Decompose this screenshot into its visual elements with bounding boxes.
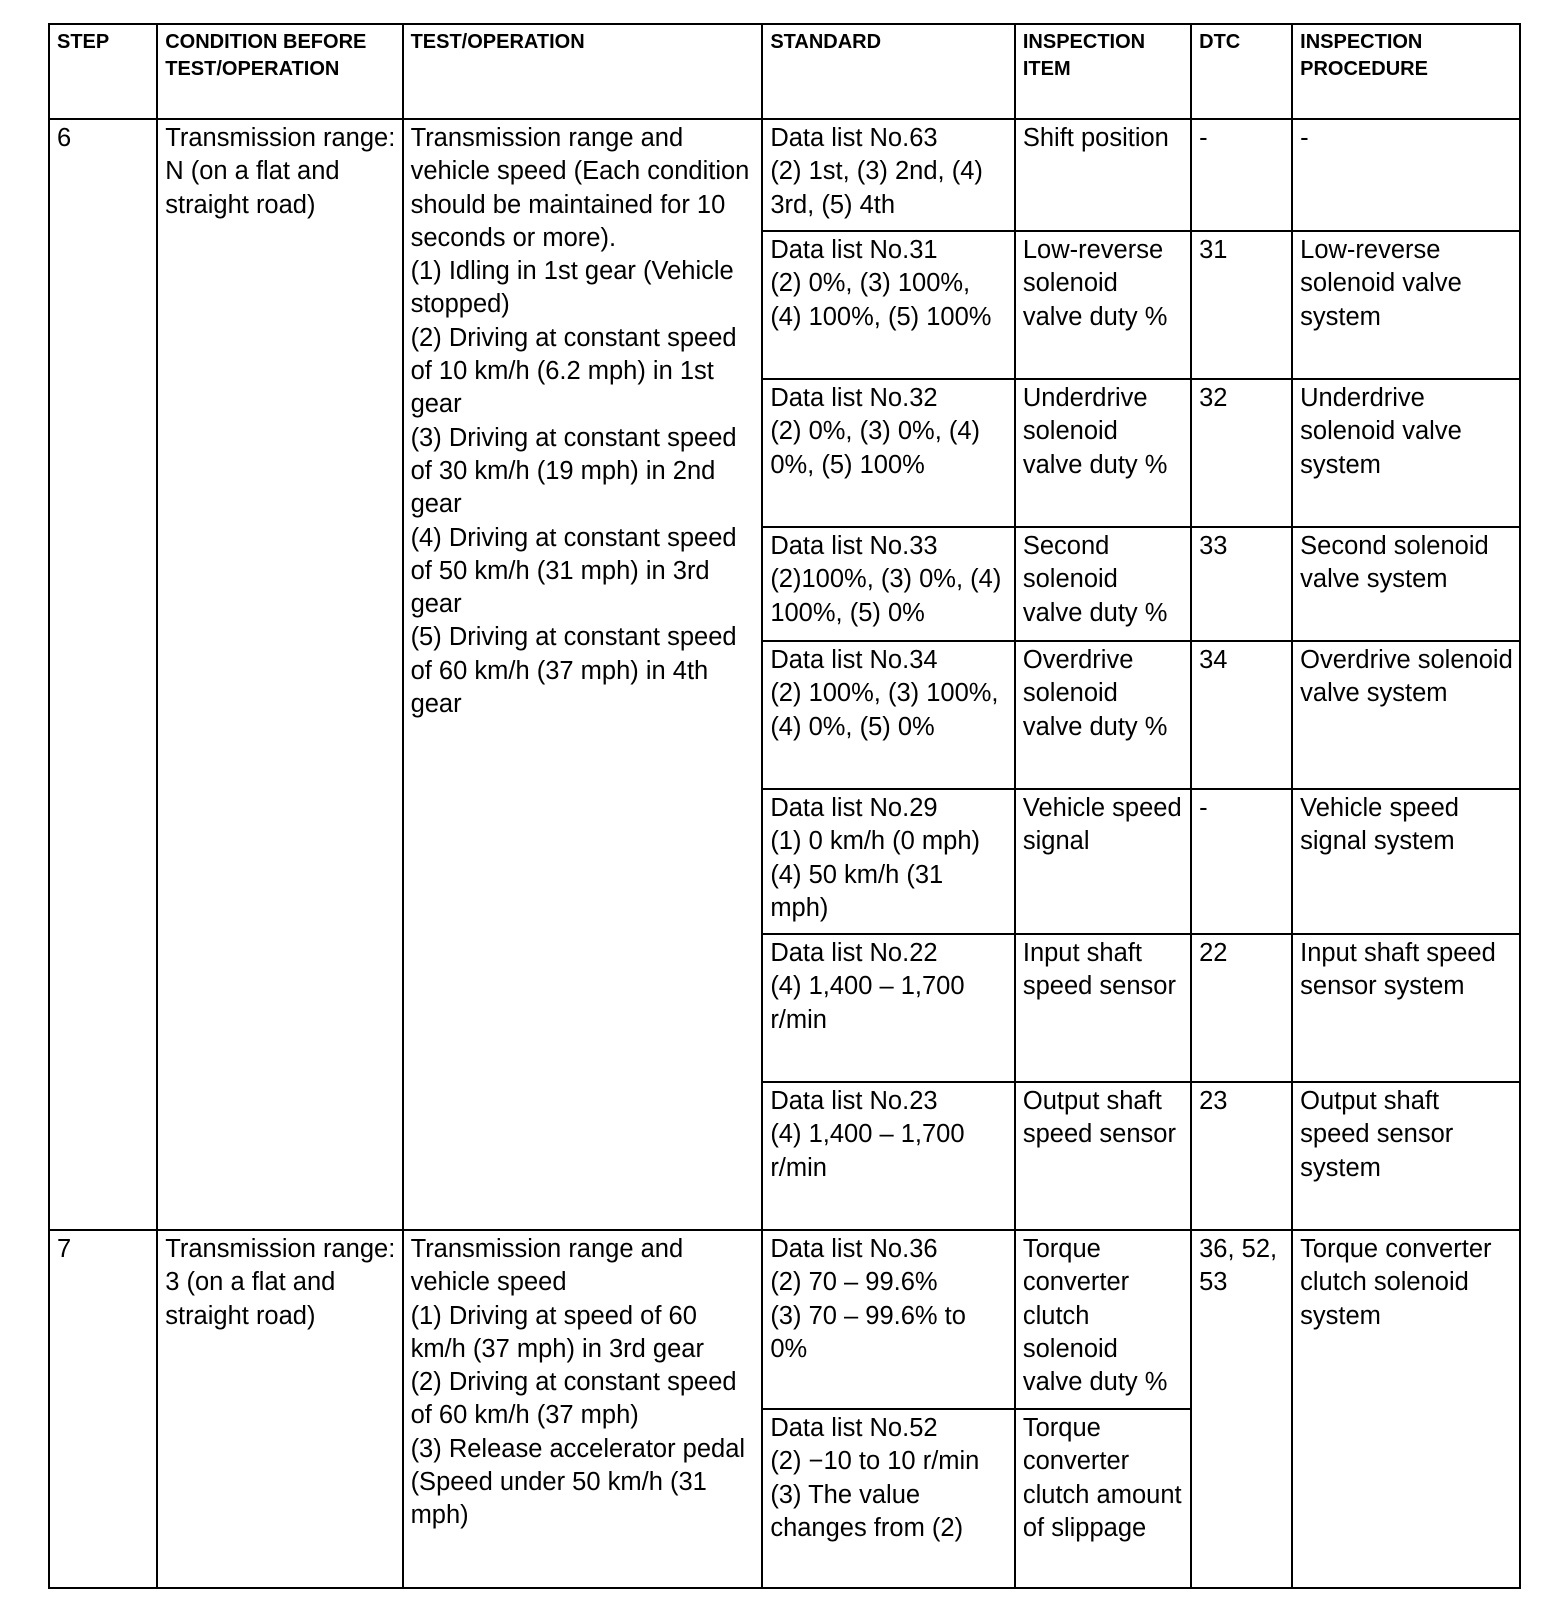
standard-cell: Data list No.32 (2) 0%, (3) 0%, (4) 0%, (5) 100% xyxy=(762,379,1015,527)
dtc-cell: 33 xyxy=(1191,527,1292,641)
test-operation-cell: Transmission range and vehicle speed (Each condition should be maintained for 10 seconds or more). (1) Idling in 1st gear (Vehicle stopped) (2) Driving at constant speed of 10 km/h (6.2 mph) in 1st gear (3) Driving at constant speed of 30 km/h (19 mph) in 2nd gear (4) Driving at constant speed of 50 km/h (31 mph) in 3rd gear (5) Driving at constant speed of 60 km/h (37 mph) in 4th gear xyxy=(403,119,763,1230)
inspection-item-cell: Input shaft speed sensor xyxy=(1015,934,1191,1082)
condition-cell: Transmission range: N (on a flat and straight road) xyxy=(157,119,402,1230)
header-condition: CONDITION BEFORE TEST/OPERATION xyxy=(157,24,402,119)
inspection-table xyxy=(48,23,1521,1589)
standard-cell: Data list No.52 (2) −10 to 10 r/min (3) The value changes from (2) xyxy=(762,1409,1015,1588)
procedure-cell: Input shaft speed sensor system xyxy=(1292,934,1520,1082)
dtc-cell: - xyxy=(1191,789,1292,934)
procedure-cell: Underdrive solenoid valve system xyxy=(1292,379,1520,527)
header-step: STEP xyxy=(49,24,157,119)
procedure-cell: Overdrive solenoid valve system xyxy=(1292,641,1520,789)
header-item: INSPECTION ITEM xyxy=(1015,24,1191,119)
header-dtc: DTC xyxy=(1191,24,1292,119)
dtc-cell: 32 xyxy=(1191,379,1292,527)
procedure-cell: Low-reverse solenoid valve system xyxy=(1292,231,1520,379)
dtc-cell: 36, 52, 53 xyxy=(1191,1230,1292,1588)
procedure-cell: Output shaft speed sensor system xyxy=(1292,1082,1520,1230)
test-operation-cell: Transmission range and vehicle speed (1) Driving at speed of 60 km/h (37 mph) in 3rd gear (2) Driving at constant speed of 60 km/h (37 mph) (3) Release accelerator pedal (Speed under 50 km/h (31 mph) xyxy=(403,1230,763,1588)
header-standard: STANDARD xyxy=(762,24,1015,119)
standard-cell: Data list No.23 (4) 1,400 – 1,700 r/min xyxy=(762,1082,1015,1230)
header-procedure: INSPECTION PROCEDURE xyxy=(1292,24,1520,119)
header-row xyxy=(49,24,1520,119)
procedure-cell: Torque converter clutch solenoid system xyxy=(1292,1230,1520,1588)
header-test: TEST/OPERATION xyxy=(403,24,763,119)
table-row xyxy=(49,119,1520,231)
procedure-cell: Vehicle speed signal system xyxy=(1292,789,1520,934)
step-number: 7 xyxy=(49,1230,157,1588)
dtc-cell: 23 xyxy=(1191,1082,1292,1230)
standard-cell: Data list No.29 (1) 0 km/h (0 mph) (4) 50 km/h (31 mph) xyxy=(762,789,1015,934)
inspection-item-cell: Low-reverse solenoid valve duty % xyxy=(1015,231,1191,379)
inspection-item-cell: Vehicle speed signal xyxy=(1015,789,1191,934)
inspection-item-cell: Second solenoid valve duty % xyxy=(1015,527,1191,641)
inspection-item-cell: Torque converter clutch solenoid valve duty % xyxy=(1015,1230,1191,1409)
standard-cell: Data list No.22 (4) 1,400 – 1,700 r/min xyxy=(762,934,1015,1082)
condition-cell: Transmission range: 3 (on a flat and straight road) xyxy=(157,1230,402,1588)
dtc-cell: 34 xyxy=(1191,641,1292,789)
procedure-cell: - xyxy=(1292,119,1520,231)
standard-cell: Data list No.31 (2) 0%, (3) 100%, (4) 100%, (5) 100% xyxy=(762,231,1015,379)
inspection-item-cell: Shift position xyxy=(1015,119,1191,231)
inspection-item-cell: Overdrive solenoid valve duty % xyxy=(1015,641,1191,789)
table-row xyxy=(49,1230,1520,1409)
standard-cell: Data list No.36 (2) 70 – 99.6% (3) 70 – 99.6% to 0% xyxy=(762,1230,1015,1409)
inspection-item-cell: Underdrive solenoid valve duty % xyxy=(1015,379,1191,527)
step-number: 6 xyxy=(49,119,157,1230)
dtc-cell: - xyxy=(1191,119,1292,231)
standard-cell: Data list No.33 (2)100%, (3) 0%, (4) 100%, (5) 0% xyxy=(762,527,1015,641)
inspection-item-cell: Torque converter clutch amount of slippage xyxy=(1015,1409,1191,1588)
standard-cell: Data list No.34 (2) 100%, (3) 100%, (4) 0%, (5) 0% xyxy=(762,641,1015,789)
dtc-cell: 22 xyxy=(1191,934,1292,1082)
inspection-item-cell: Output shaft speed sensor xyxy=(1015,1082,1191,1230)
procedure-cell: Second solenoid valve system xyxy=(1292,527,1520,641)
standard-cell: Data list No.63 (2) 1st, (3) 2nd, (4) 3rd, (5) 4th xyxy=(762,119,1015,231)
dtc-cell: 31 xyxy=(1191,231,1292,379)
